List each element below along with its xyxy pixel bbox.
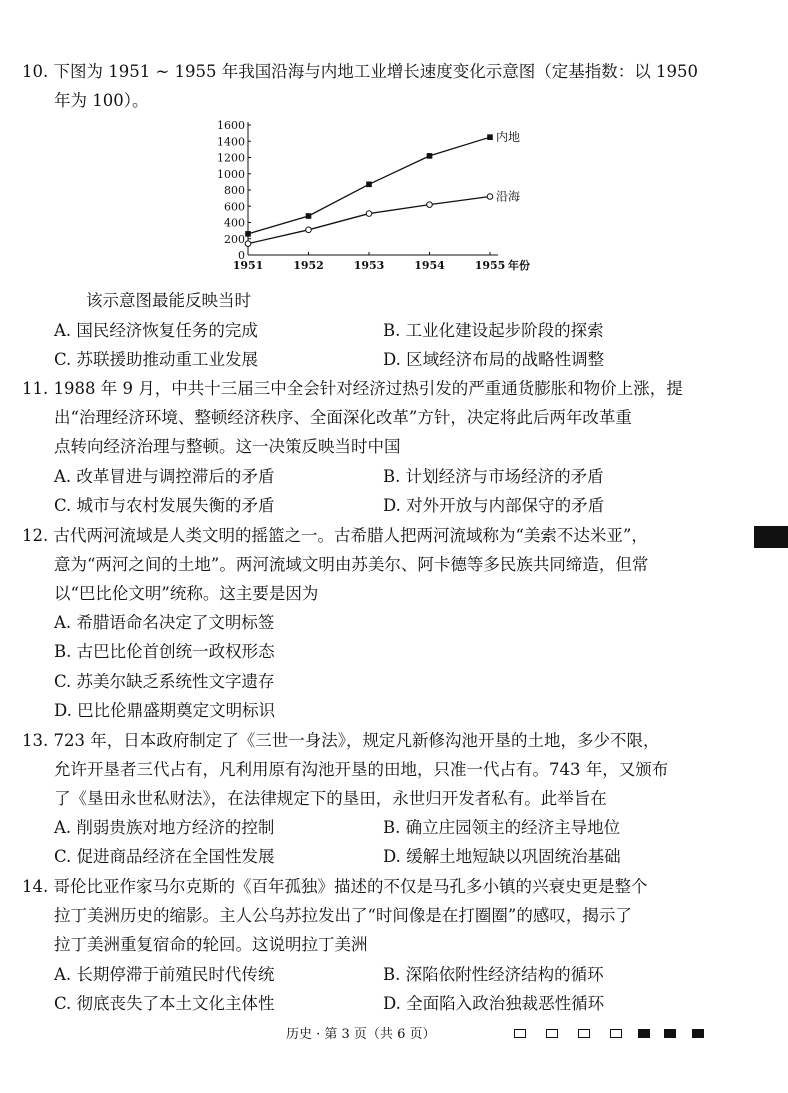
x-tick-label: 1951 (232, 259, 264, 272)
x-tick-label: 1954 (414, 259, 445, 272)
q13-line-3: 了《垦田永世私财法》，在法律规定下的垦田，永世归开发者私有。此举旨在 (54, 789, 607, 808)
page-side-tab (754, 526, 788, 548)
q11-option-c[interactable]: C. 城市与农村发展失衡的矛盾 (54, 496, 275, 515)
y-tick-label: 400 (224, 216, 245, 230)
data-point (487, 134, 493, 140)
progress-square-empty (578, 1029, 590, 1038)
progress-square-filled (638, 1029, 650, 1038)
q10-option-a[interactable]: A. 国民经济恢复任务的完成 (54, 321, 258, 340)
q10-line-2: 年为 100）。 (54, 91, 149, 110)
q11-line-1: 11. 1988 年 9 月，中共十三届三中全会针对经济过热引发的严重通货膨胀和物价上涨，提 (22, 379, 683, 398)
data-point (245, 241, 251, 247)
series-label: 内地 (496, 130, 521, 145)
q11-option-b[interactable]: B. 计划经济与市场经济的矛盾 (383, 467, 604, 486)
y-tick-label: 200 (224, 232, 245, 246)
series-label: 沿海 (496, 189, 521, 204)
y-tick-label: 1600 (217, 119, 245, 132)
progress-square-empty (610, 1029, 622, 1038)
q14-line-1: 14. 哥伦比亚作家马尔克斯的《百年孤独》描述的不仅是马孔多小镇的兴衰史更是整个 (22, 877, 648, 896)
y-tick-label: 600 (224, 200, 245, 214)
y-tick-label: 1000 (217, 167, 245, 181)
progress-square-empty (546, 1029, 558, 1038)
data-point (366, 182, 372, 188)
q11-option-a[interactable]: A. 改革冒进与调控滞后的矛盾 (54, 467, 275, 486)
series-line (248, 197, 490, 244)
y-tick-label: 0 (238, 249, 245, 262)
q10-line-1: 10. 下图为 1951 ~ 1955 年我国沿海与内地工业增长速度变化示意图（定基指数：以 1950 (22, 62, 699, 81)
data-point (245, 231, 251, 237)
data-point (427, 153, 433, 159)
q10-option-c[interactable]: C. 苏联援助推动重工业发展 (54, 350, 259, 369)
q14-line-3: 拉丁美洲重复宿命的轮回。这说明拉丁美洲 (54, 935, 368, 954)
progress-square-filled (664, 1029, 676, 1038)
progress-square-filled (692, 1029, 704, 1038)
q11-line-3: 点转向经济治理与整顿。这一决策反映当时中国 (54, 437, 401, 456)
q12-line-3: 以“巴比伦文明”统称。这主要是因为 (54, 584, 319, 603)
data-point (487, 194, 493, 200)
q12-option-b[interactable]: B. 古巴比伦首创统一政权形态 (54, 642, 275, 661)
x-tick-label: 1953 (353, 259, 385, 272)
q12-option-d[interactable]: D. 巴比伦鼎盛期奠定文明标识 (54, 701, 276, 720)
q13-option-b[interactable]: B. 确立庄园领主的经济主导地位 (383, 818, 621, 837)
x-tick-label: 1952 (293, 259, 324, 272)
y-tick-label: 1400 (217, 135, 245, 149)
q14-option-b[interactable]: B. 深陷依附性经济结构的循环 (383, 965, 604, 984)
q12-option-a[interactable]: A. 希腊语命名决定了文明标签 (54, 613, 275, 632)
data-point (306, 227, 312, 233)
q11-option-d[interactable]: D. 对外开放与内部保守的矛盾 (383, 496, 605, 515)
q12-line-2: 意为“两河之间的土地”。两河流域文明由苏美尔、阿卡德等多民族共同缔造，但常 (54, 555, 649, 574)
y-tick-label: 1200 (217, 151, 245, 165)
q10-option-d[interactable]: D. 区域经济布局的战略性调整 (383, 350, 605, 369)
progress-square-empty (514, 1029, 526, 1038)
line-chart (217, 118, 552, 278)
q10-stem: 该示意图最能反映当时 (86, 291, 251, 310)
q12-option-c[interactable]: C. 苏美尔缺乏系统性文字遗存 (54, 672, 275, 691)
q14-option-d[interactable]: D. 全面陷入政治独裁恶性循环 (383, 994, 605, 1013)
q12-line-1: 12. 古代两河流域是人类文明的摇篮之一。古希腊人把两河流域称为“美索不达米亚”， (22, 526, 648, 545)
y-tick-label: 800 (224, 184, 245, 197)
x-axis-unit-label: 年份 (508, 259, 530, 272)
q13-option-c[interactable]: C. 促进商品经济在全国性发展 (54, 847, 275, 866)
x-tick-label: 1955 (474, 259, 506, 272)
q14-line-2: 拉丁美洲历史的缩影。主人公乌苏拉发出了“时间像是在打圈圈”的感叹，揭示了 (54, 906, 632, 925)
q10-option-b[interactable]: B. 工业化建设起步阶段的探索 (383, 321, 604, 340)
q13-line-2: 允许开垦者三代占有，凡利用原有沟池开垦的田地，只准一代占有。743 年，又颁布 (54, 760, 669, 779)
q14-option-a[interactable]: A. 长期停滞于前殖民时代传统 (54, 965, 275, 984)
data-point (306, 213, 312, 219)
data-point (366, 211, 372, 217)
q13-option-a[interactable]: A. 削弱贵族对地方经济的控制 (54, 818, 275, 837)
q13-line-1: 13. 723 年，日本政府制定了《三世一身法》，规定凡新修沟池开垦的土地，多少不限， (22, 731, 660, 750)
data-point (427, 202, 433, 208)
q14-option-c[interactable]: C. 彻底丧失了本土文化主体性 (54, 994, 275, 1013)
page-footer: 历史 · 第 3 页（共 6 页） (286, 1027, 436, 1042)
q11-line-2: 出“治理经济环境、整顿经济秩序、全面深化改革”方针，决定将此后两年改革重 (54, 408, 632, 427)
q13-option-d[interactable]: D. 缓解土地短缺以巩固统治基础 (383, 847, 621, 866)
